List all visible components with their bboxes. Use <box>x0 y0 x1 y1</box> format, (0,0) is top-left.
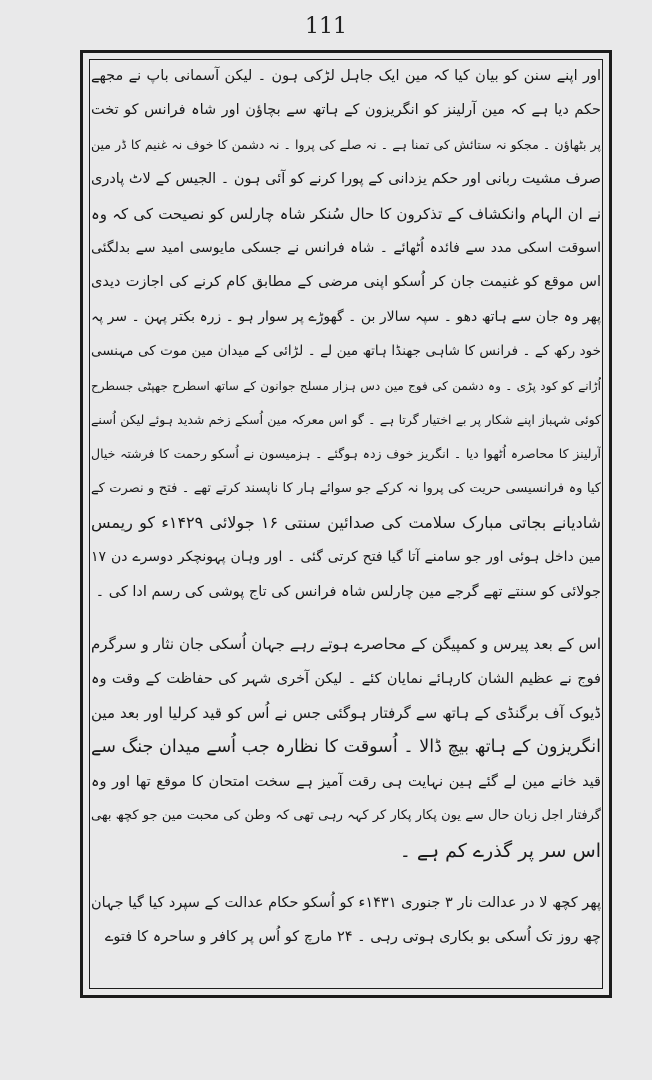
paragraph-break <box>91 868 601 886</box>
text-line: صرف مشیت ربانی اور حکم یزدانی کے پورا کرنے کو آئی ہون ۔ الجیس کے لاٹ پادری <box>91 171 601 188</box>
text-line: انگریزون کے ہاتھ بیچ ڈالا ۔ اُسوقت کا نظارہ جب اُسے میدان جنگ سے <box>91 737 601 758</box>
text-line: اس سر پر گذرے کم ہے ۔ <box>399 839 601 862</box>
page-border <box>80 50 612 998</box>
text-line: آرلینز کا محاصرہ اُٹھوا دیا ۔ انگریز خوف زدہ ہوگئے ۔ ہزمیسون نے اُسکو رحمت کا فرشتہ خیال <box>91 446 601 462</box>
text-line: کیا وہ فرانسیسی حریت کی پروا نہ کرکے جو سوائے ہار کا ناپسند کرتے تھے ۔ فتح و نصرت کے <box>91 480 601 496</box>
text-line: کوئی شہباز اپنے شکار پر بے اختیار گرتا ہے ۔ گو اس معرکہ مین اُسکے زخم شدید ہوئے لیکن اُسنے <box>91 411 601 427</box>
text-line: اس کے بعد پیرس و کمپیگن کے محاصرے ہوتے رہے جہان اُسکی جان نثار و سرگرم <box>91 635 601 654</box>
text-line: فوج نے عظیم الشان کارہائے نمایان کئے ۔ لیکن آخری شہر کی حفاظت کے وقت وہ <box>91 670 601 687</box>
text-line: پھر کچھ لا در عدالت نار ۳ جنوری ۱۴۳۱ء کو اُسکو حکام عدالت کے سپرد کیا گیا جہان <box>91 894 601 911</box>
page-number: 111 <box>305 14 347 39</box>
text-line: اسوقت اسکی مدد سے فائدہ اُٹھائے ۔ شاہ فرانس نے جسکی مایوسی امید سے بدلگئی <box>91 239 601 256</box>
text-line: قید خانے مین لے گئے ہین نہایت ہی رقت آمیز ہے سخت امتحان کا موقع تھا اور وہ <box>91 773 601 790</box>
text-line: مین داخل ہوئی اور جو سامنے آتا گیا فتح کرتی گئی ۔ اور وہان پہونچکر دوسرے دن ۱۷ <box>91 549 601 566</box>
text-line: پر بٹھاؤن ۔ مجکو نہ ستائش کی تمنا ہے ۔ نہ صلے کی پروا ۔ نہ دشمن کا خوف نہ غنیم کا ڈر مین <box>91 136 601 152</box>
paragraph-break <box>91 609 601 627</box>
text-line: ڈیوک آف برگنڈی کے ہاتھ سے گرفتار ہوگئی جس نے اُس کو قید کرلیا اور بعد مین <box>91 704 601 723</box>
text-line: حکم دیا ہے کہ مین آرلینز کو انگریزون کے ہاتھ سے بچاؤن اور شاہ فرانس کو تخت <box>91 102 601 119</box>
text-line: شادیانے بجاتی مبارک سلامت کی صدائین سنتی ۱۶ جولائی ۱۴۲۹ء کو ریمس <box>91 513 601 533</box>
text-line: اُڑانے کو کود پڑی ۔ وہ دشمن کی فوج مین دس ہزار مسلح جوانون کے ساتھ اسطرح جھپٹی جسطرح <box>91 378 601 393</box>
text-line: اور اپنے سنن کو بیان کیا کہ مین ایک جاہل لڑکی ہون ۔ لیکن آسمانی باپ نے مجھے <box>91 68 601 84</box>
text-line: گرفتار اجل زبان حال سے یون پکار پکار کر کہہ رہی تھی کہ وطن کی محبت مین جو کچھ بھی <box>91 808 601 824</box>
text-line: پھر وہ جان سے ہاتھ دھو ۔ سپہ سالار بن ۔ گھوڑے پر سوار ہو ۔ زرہ بکتر پہن ۔ سر پہ <box>91 308 601 325</box>
text-line: نے ان الہام وانکشاف کے تذکرون کا حال سُنکر شاہ چارلس کو نصیحت کی کہ وہ <box>91 204 601 223</box>
text-line: چھ روز تک اُسکی بو بکاری ہوتی رہی ۔ ۲۴ مارچ کو اُس پر کافر و ساحرہ کا فتوے <box>104 929 601 946</box>
body-text <box>91 59 601 955</box>
text-line: اس موقع کو غنیمت جان کر اُسکو اپنی مرضی کے مطابق کام کرنے کی اجازت دیدی <box>91 274 601 291</box>
text-line: خود رکھ کے ۔ فرانس کا شاہی جھنڈا ہاتھ مین لے ۔ لڑائی کے میدان مین موت کی مہنسی <box>91 343 601 360</box>
text-line: جولائی کو سنتے تھے گرجے مین چارلس شاہ فرانس کی تاج پوشی کی رسم ادا کی ۔ <box>95 583 601 600</box>
